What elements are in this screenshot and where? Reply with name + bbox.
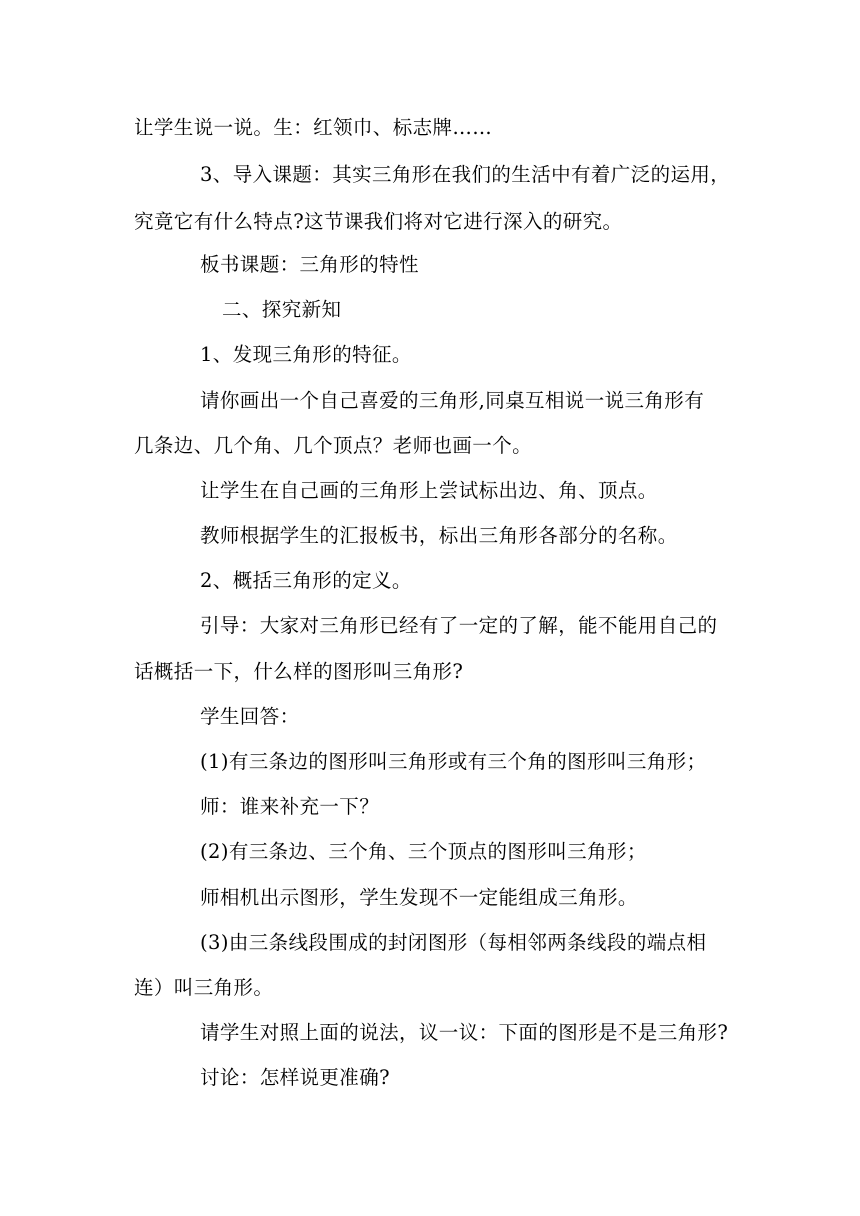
text-line: 师相机出示图形，学生发现不一定能组成三角形。 [200,886,638,909]
text-line: (1)有三条边的图形叫三角形或有三个角的图形叫三角形； [200,750,707,773]
text-line: 连）叫三角形。 [134,976,274,999]
text-line: 究竟它有什么特点?这节课我们将对它进行深入的研究。 [134,210,623,233]
text-line: 讨论：怎样说更准确? [200,1066,390,1089]
text-line: 几条边、几个角、几个顶点？老师也画一个。 [134,434,533,457]
text-line: 3、导入课题：其实三角形在我们的生活中有着广泛的运用， [200,163,731,186]
section-heading: 二、探究新知 [222,298,342,321]
text-line: 请你画出一个自己喜爱的三角形,同桌互相说一说三角形有 [200,389,705,412]
text-line: 师：谁来补充一下？ [200,795,380,818]
text-line: 引导：大家对三角形已经有了一定的了解，能不能用自己的 [200,614,718,637]
text-line: 2、概括三角形的定义。 [200,569,412,592]
text-line: 话概括一下，什么样的图形叫三角形? [134,660,464,683]
text-line: 让学生说一说。生：红领巾、标志牌…… [134,116,493,139]
text-line: 让学生在自己画的三角形上尝试标出边、角、顶点。 [200,479,658,502]
text-line: 板书课题：三角形的特性 [200,253,419,276]
text-line: 1、发现三角形的特征。 [200,343,412,366]
text-line: 教师根据学生的汇报板书，标出三角形各部分的名称。 [200,524,678,547]
text-line: 请学生对照上面的说法，议一议：下面的图形是不是三角形? [200,1021,729,1044]
text-line: (3)由三条线段围成的封闭图形（每相邻两条线段的端点相 [200,931,707,954]
text-line: 学生回答： [200,705,300,728]
text-line: (2)有三条边、三个角、三个顶点的图形叫三角形； [200,840,647,863]
